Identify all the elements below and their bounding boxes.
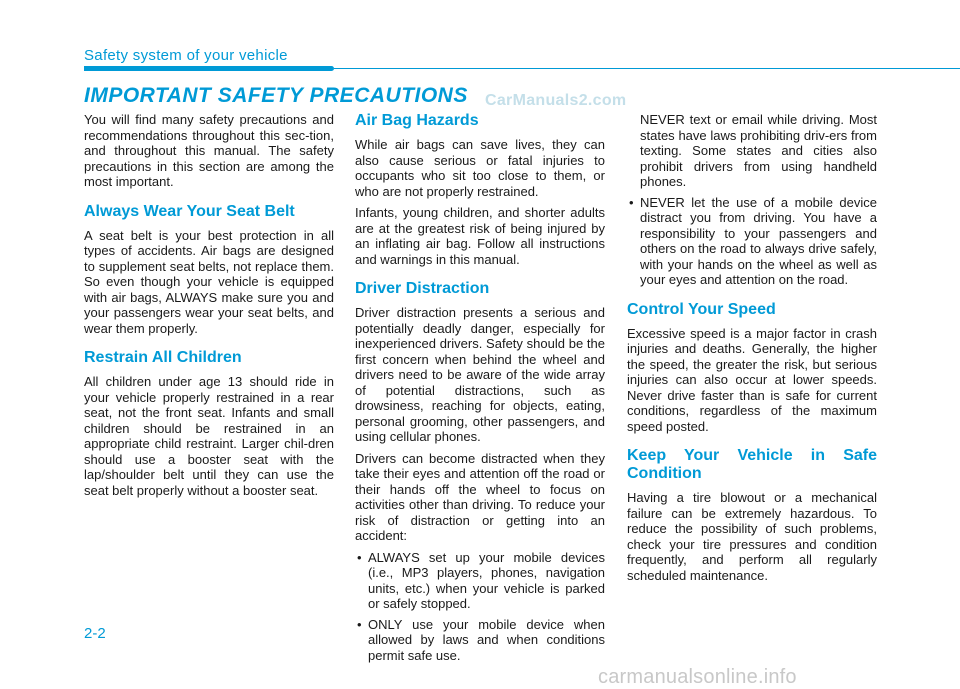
intro-paragraph: You will find many safety precautions and recommendations throughout this sec-tion, and throughout this manual. The safety precautions in this section are among the most important. [84, 112, 334, 189]
list-item: • NEVER let the use of a mobile device distract you from driving. You have a responsibility to your passengers and others on the road to always drive safely, with your hands on the wheel as well as your eyes and attention on the road. [627, 195, 877, 288]
heading-control-speed: Control Your Speed [627, 300, 776, 318]
heading-restrain-children: Restrain All Children [84, 349, 242, 366]
distraction-paragraph-1: Driver distraction presents a serious and potentially deadly danger, especially for inexperienced drivers. Safety should be the first concern when behind the wheel and drivers need to be aware of the wide array of potential distractions, such as drowsiness, reaching for objects, eating, personal grooming, other passengers, and using cellular phones. [355, 305, 605, 444]
page-title: IMPORTANT SAFETY PRECAUTIONS [84, 84, 468, 107]
column-1 [84, 112, 334, 504]
header-divider [334, 68, 960, 69]
list-item: • ALWAYS set up your mobile devices (i.e., MP3 players, phones, navigation units, etc.) when your vehicle is parked or safely stopped. [355, 550, 605, 612]
heading-seat-belt: Always Wear Your Seat Belt [84, 202, 295, 220]
column-2 [355, 112, 605, 669]
page-number: 2-2 [84, 625, 106, 642]
section-title: Safety system of your vehicle [84, 47, 288, 64]
mobile-device-list [627, 195, 877, 288]
watermark-bottom: carmanualsonline.info [598, 666, 797, 688]
header-bar [84, 66, 334, 71]
speed-paragraph: Excessive speed is a major factor in crash injuries and deaths. Generally, the higher the speed, the greater the risk, but serious injuries can also occur at lower speeds. Never drive faster than is safe for current conditions, regardless of the maximum speed posted. [627, 325, 877, 434]
seat-belt-paragraph: A seat belt is your best protection in all types of accidents. Air bags are designed to supplement seat belts, not replace them. So even though your vehicle is equipped with air bags, ALWAYS make sure you and your passengers wear your seat belts, and wear them properly. [84, 227, 334, 336]
air-bag-paragraph-2: Infants, young children, and shorter adults are at the greatest risk of being injured by an inflating air bag. Follow all instructions and warnings in this manual. [355, 205, 605, 267]
heading-safe-condition: Keep Your Vehicle in Safe Condition [627, 447, 877, 482]
air-bag-paragraph-1: While air bags can save lives, they can also cause serious or fatal injuries to occupants who sit too close to them, or who are not properly restrained. [355, 137, 605, 199]
safe-condition-paragraph: Having a tire blowout or a mechanical failure can be extremely hazardous. To reduce the possibility of such problems, check your tire pressures and condition frequently, and perform all regularly scheduled maintenance. [627, 490, 877, 583]
list-item: • ONLY use your mobile device when allowed by laws and when conditions permit safe use. [355, 617, 605, 664]
continued-paragraph: NEVER text or email while driving. Most states have laws prohibiting driv-ers from texting. Some states and cities also prohibit drivers from using handheld phones. [640, 112, 877, 189]
watermark-top: CarManuals2.com [485, 92, 627, 109]
heading-driver-distraction: Driver Distraction [355, 280, 490, 297]
distraction-paragraph-2: Drivers can become distracted when they take their eyes and attention off the road or their hands off the wheel to focus on activities other than driving. To reduce your risk of distraction or getting into an accident: [355, 450, 605, 543]
restrain-children-paragraph: All children under age 13 should ride in your vehicle properly restrained in a rear seat, not the front seat. Infants and small children should be restrained in an appropriate child restraint. Larger chil-dren should use a booster seat with the lap/shoulder belt until they can use the seat belt properly without a booster seat. [84, 374, 334, 498]
column-3 [627, 112, 877, 589]
heading-air-bag-hazards: Air Bag Hazards [355, 112, 479, 129]
distraction-list [355, 550, 605, 664]
